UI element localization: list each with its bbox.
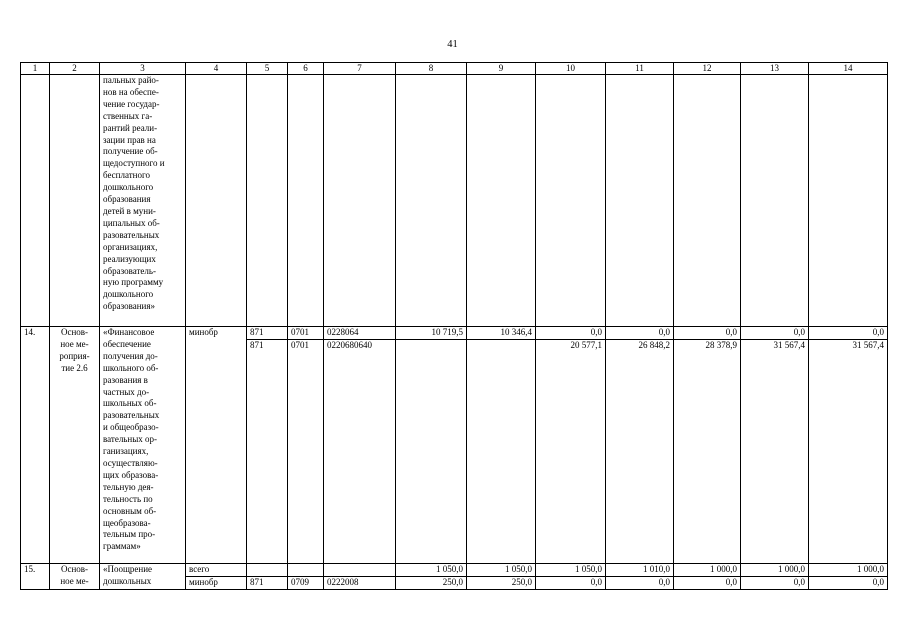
table-cell [467, 339, 536, 563]
table-cell [21, 75, 50, 327]
description-cell: «Поощрение дошкольных [100, 563, 186, 589]
table-cell: 0220680640 [324, 339, 396, 563]
table-cell: 871 [247, 576, 288, 589]
table-cell: 1 000,0 [809, 563, 888, 576]
table-cell [674, 75, 741, 327]
description-cell: пальных райо- нов на обеспе- чение государ- ственных га- рантий реали- зации прав на получение об- щедоступного и бесплатного дошкольного образования детей в муни- ципальных об- разовательных организациях, реализующих образователь- ную программу дошкольного образования» [100, 75, 186, 327]
executor-cell: всего [186, 563, 247, 576]
table-cell: 31 567,4 [741, 339, 809, 563]
table-cell: 0,0 [536, 327, 606, 340]
header-cell: 4 [186, 63, 247, 75]
header-cell: 11 [606, 63, 674, 75]
table-cell: 871 [247, 327, 288, 340]
page-number: 41 [447, 39, 458, 50]
row-number-cell: 14. [21, 327, 50, 564]
header-cell: 5 [247, 63, 288, 75]
table-cell: 0,0 [536, 576, 606, 589]
table-cell: 1 050,0 [396, 563, 467, 576]
table-cell [809, 75, 888, 327]
header-cell: 12 [674, 63, 741, 75]
executor-cell: минобр [186, 576, 247, 589]
table-cell: 0222008 [324, 576, 396, 589]
activity-cell: Основ- ное ме- роприя- тие 2.6 [50, 327, 100, 564]
table-cell [50, 75, 100, 327]
table-cell: 0,0 [741, 576, 809, 589]
table-cell [741, 75, 809, 327]
table-cell: 0,0 [809, 576, 888, 589]
budget-table [20, 62, 888, 590]
table-cell [396, 339, 467, 563]
table-cell: 20 577,1 [536, 339, 606, 563]
table-cell [288, 75, 324, 327]
table-cell [288, 563, 324, 576]
header-cell: 10 [536, 63, 606, 75]
table-cell: 1 050,0 [536, 563, 606, 576]
table-cell: 0709 [288, 576, 324, 589]
table-row-continuation [21, 75, 888, 327]
table-cell: 871 [247, 339, 288, 563]
table-cell: 1 050,0 [467, 563, 536, 576]
table-cell [396, 75, 467, 327]
table-cell: 250,0 [467, 576, 536, 589]
header-cell: 7 [324, 63, 396, 75]
column-number-row [21, 63, 888, 75]
table-cell [324, 563, 396, 576]
table-row-15 [21, 563, 888, 576]
table-cell [247, 75, 288, 327]
table-cell: 0,0 [606, 576, 674, 589]
table-cell: 0,0 [809, 327, 888, 340]
table-cell: 0701 [288, 339, 324, 563]
table-cell: 1 000,0 [674, 563, 741, 576]
table-cell [606, 75, 674, 327]
executor-cell: минобр [186, 327, 247, 564]
header-cell: 6 [288, 63, 324, 75]
table-cell: 0,0 [674, 327, 741, 340]
table-cell: 0228064 [324, 327, 396, 340]
table-row-14 [21, 327, 888, 340]
table-cell [324, 75, 396, 327]
table-cell: 0,0 [674, 576, 741, 589]
table-cell [186, 75, 247, 327]
table-cell: 1 000,0 [741, 563, 809, 576]
header-cell: 1 [21, 63, 50, 75]
header-cell: 3 [100, 63, 186, 75]
table-cell [467, 75, 536, 327]
table-cell [247, 563, 288, 576]
table-cell: 0701 [288, 327, 324, 340]
header-cell: 9 [467, 63, 536, 75]
table-cell: 31 567,4 [809, 339, 888, 563]
table-cell [536, 75, 606, 327]
activity-cell: Основ- ное ме- [50, 563, 100, 589]
table-cell: 28 378,9 [674, 339, 741, 563]
table-cell: 0,0 [606, 327, 674, 340]
header-cell: 2 [50, 63, 100, 75]
header-cell: 13 [741, 63, 809, 75]
table-cell: 250,0 [396, 576, 467, 589]
table-cell: 10 719,5 [396, 327, 467, 340]
description-cell: «Финансовое обеспечение получения до- школьного об- разования в частных до- школьных об- разовательных и общеобразо- вательных ор- ганизациях, осуществляю- щих образова- тельную дея- тельность по основным об- щеобразова- тельным про- граммам» [100, 327, 186, 564]
header-cell: 8 [396, 63, 467, 75]
table-cell: 1 010,0 [606, 563, 674, 576]
table-cell: 0,0 [741, 327, 809, 340]
table-cell: 10 346,4 [467, 327, 536, 340]
table-cell: 26 848,2 [606, 339, 674, 563]
row-number-cell: 15. [21, 563, 50, 589]
header-cell: 14 [809, 63, 888, 75]
